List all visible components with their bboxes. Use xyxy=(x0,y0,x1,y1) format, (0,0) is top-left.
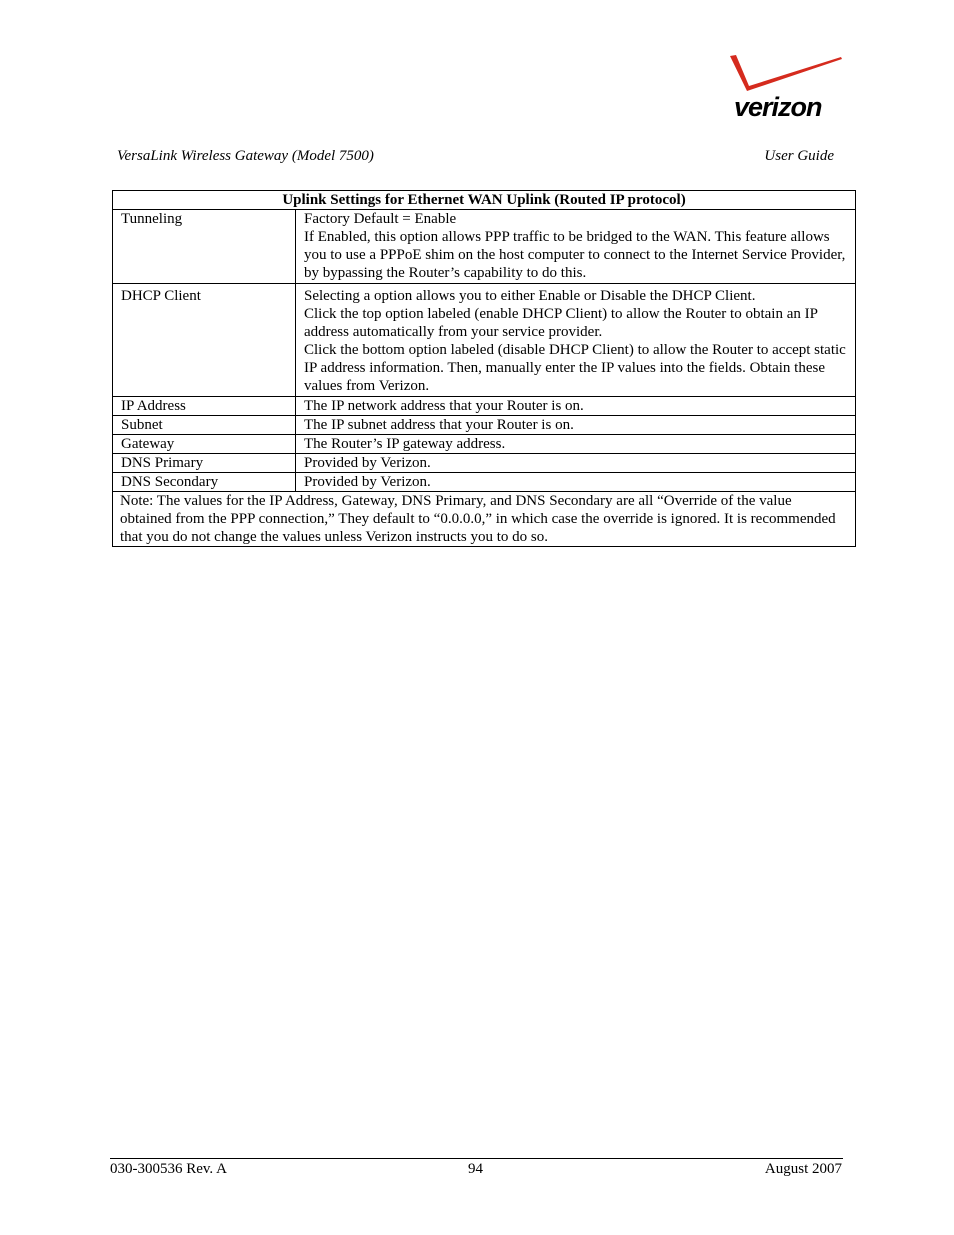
table-row-subnet xyxy=(113,416,856,435)
footer-divider xyxy=(110,1158,843,1159)
row-description: Provided by Verizon. xyxy=(296,473,856,492)
description-line: Factory Default = Enable xyxy=(304,211,457,227)
page-number: 94 xyxy=(468,1161,483,1177)
table-row-dns-primary xyxy=(113,454,856,473)
uplink-settings-table xyxy=(112,190,856,547)
table-note-row xyxy=(113,492,856,547)
row-description: The IP subnet address that your Router is on. xyxy=(296,416,856,435)
verizon-logo xyxy=(726,54,846,124)
table-row-gateway xyxy=(113,435,856,454)
logo-check-mark-icon xyxy=(730,55,842,91)
publication-date: August 2007 xyxy=(764,1161,842,1177)
row-description xyxy=(296,210,856,284)
table-row-dns-secondary xyxy=(113,473,856,492)
table-note: Note: The values for the IP Address, Gateway, DNS Primary, and DNS Secondary are all “Override of the value obtained from the PPP connection,” They default to “0.0.0.0,” in which case the override is ignored. It is recommended that you do not change the values unless Verizon instructs you to do so. xyxy=(113,492,856,547)
document-number: 030-300536 Rev. A xyxy=(110,1161,227,1177)
row-description: The IP network address that your Router is on. xyxy=(296,397,856,416)
table-title: Uplink Settings for Ethernet WAN Uplink (Routed IP protocol) xyxy=(113,191,856,210)
row-description: Provided by Verizon. xyxy=(296,454,856,473)
table-row-ip-address xyxy=(113,397,856,416)
description-line: Click the bottom option labeled (disable DHCP Client) to allow the Router to accept static IP address information. Then, manually enter the IP values into the fields. Obtain these values from Verizon. xyxy=(304,342,846,394)
row-description xyxy=(296,284,856,397)
description-line: Selecting a option allows you to either Enable or Disable the DHCP Client. xyxy=(304,288,756,304)
row-label: DNS Primary xyxy=(113,454,296,473)
row-label: Gateway xyxy=(113,435,296,454)
table-row-dhcp-client xyxy=(113,284,856,397)
guide-label: User Guide xyxy=(764,148,834,164)
document-title: VersaLink Wireless Gateway (Model 7500) xyxy=(117,148,374,164)
table-row-tunneling xyxy=(113,210,856,284)
table-title-row xyxy=(113,191,856,210)
logo-wordmark: verizon xyxy=(734,92,822,122)
row-label: IP Address xyxy=(113,397,296,416)
row-description: The Router’s IP gateway address. xyxy=(296,435,856,454)
row-label: DNS Secondary xyxy=(113,473,296,492)
row-label: DHCP Client xyxy=(113,284,296,397)
description-line: If Enabled, this option allows PPP traffic to be bridged to the WAN. This feature allows you to use a PPPoE shim on the host computer to connect to the Internet Service Provider, by bypassing the Router’s capability to do this. xyxy=(304,229,846,281)
description-line: Click the top option labeled (enable DHCP Client) to allow the Router to obtain an IP address automatically from your service provider. xyxy=(304,306,818,340)
row-label: Tunneling xyxy=(113,210,296,284)
row-label: Subnet xyxy=(113,416,296,435)
